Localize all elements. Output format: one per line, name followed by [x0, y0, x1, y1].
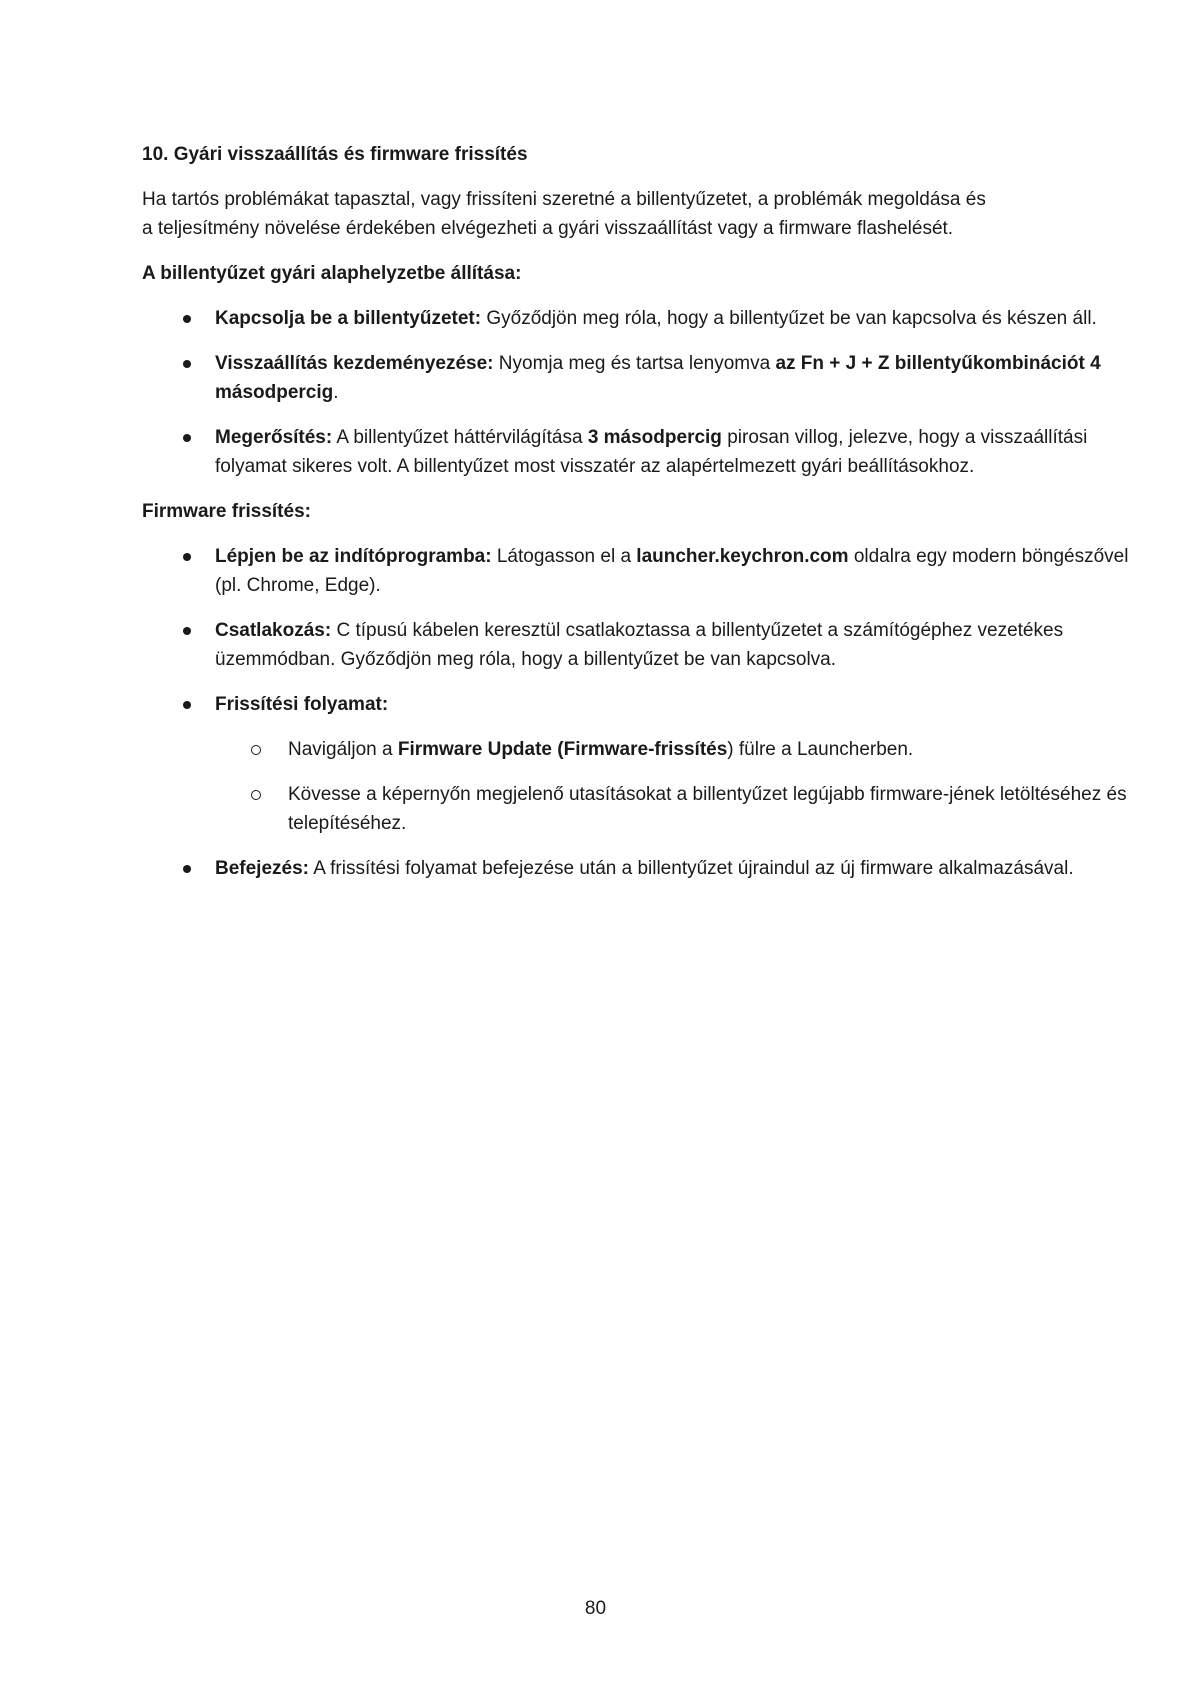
intro-line-2: a teljesítmény növelése érdekében elvégezheti a gyári visszaállítást vagy a firmware flashelését. — [142, 218, 954, 239]
launcher-url: launcher.keychron.com — [636, 546, 849, 567]
substep-text: Kövesse a képernyőn megjelenő utasításokat a billentyűzet legújabb firmware-jének letöltéséhez és telepítéséhez. — [288, 784, 1127, 834]
firmware-step-connect — [142, 616, 1132, 674]
reset-subheading: A billentyűzet gyári alaphelyzetbe állítása: — [142, 263, 522, 284]
step-label: Lépjen be az indítóprogramba: — [215, 546, 492, 567]
circle-bullet-icon — [251, 745, 261, 755]
bullet-icon — [183, 434, 191, 442]
bullet-icon — [183, 315, 191, 323]
page-number: 80 — [584, 1598, 607, 1619]
bullet-icon — [183, 627, 191, 635]
step-text: Nyomja meg és tartsa lenyomva — [493, 353, 776, 374]
intro-line-1: Ha tartós problémákat tapasztal, vagy frissíteni szeretné a billentyűzetet, a problémák megoldása és — [142, 189, 986, 210]
step-text: Látogasson el a — [491, 546, 637, 567]
substep-navigate — [215, 735, 1132, 764]
bullet-icon — [183, 553, 191, 561]
step-text: A billentyűzet háttérvilágítása — [332, 427, 588, 448]
circle-bullet-icon — [251, 790, 261, 800]
reset-step-initiate — [142, 349, 1132, 407]
process-substeps-list — [215, 735, 1132, 838]
reset-step-power-on — [142, 304, 1132, 333]
reset-step-confirm — [142, 423, 1132, 481]
substep-text-end: ) fülre a Launcherben. — [727, 739, 914, 760]
bullet-icon — [183, 701, 191, 709]
step-label: Visszaállítás kezdeményezése: — [215, 353, 494, 374]
intro-paragraph — [142, 185, 1132, 243]
firmware-update-tab-name: Firmware Update (Firmware-frissítés — [397, 739, 728, 760]
step-label: Megerősítés: — [215, 427, 333, 448]
firmware-step-launcher — [142, 542, 1132, 600]
duration-text: 3 másodpercig — [587, 427, 722, 448]
firmware-subheading: Firmware frissítés: — [142, 501, 311, 522]
step-label: Kapcsolja be a billentyűzetet: — [215, 308, 482, 329]
step-label: Csatlakozás: — [215, 620, 332, 641]
bullet-icon — [183, 865, 191, 873]
key-combination: az Fn + J + Z billentyűkombinációt 4 másodpercig — [215, 353, 1101, 403]
firmware-step-complete — [142, 854, 1132, 883]
step-label: Befejezés: — [215, 858, 309, 879]
firmware-step-process — [142, 690, 1132, 838]
step-text: Győződjön meg róla, hogy a billentyűzet be van kapcsolva és készen áll. — [481, 308, 1097, 329]
firmware-steps-list — [142, 542, 1132, 883]
step-text: A frissítési folyamat befejezése után a billentyűzet újraindul az új firmware alkalmazásával. — [309, 858, 1074, 879]
step-text-end: pirosan villog, jelezve, hogy a visszaállítási folyamat sikeres volt. A billentyűzet most visszatér az alapértelmezett gyári beállításokhoz. — [215, 427, 1088, 477]
step-text: C típusú kábelen keresztül csatlakoztassa a billentyűzetet a számítógéphez vezetékes üzemmódban. Győződjön meg róla, hogy a billentyűzet be van kapcsolva. — [215, 620, 1064, 670]
substep-follow-instructions — [215, 780, 1132, 838]
reset-steps-list — [142, 304, 1132, 481]
page-content — [142, 140, 1132, 899]
step-text-end: . — [333, 382, 339, 403]
step-text-end: oldalra egy modern böngészővel (pl. Chrome, Edge). — [215, 546, 1129, 596]
bullet-icon — [183, 360, 191, 368]
step-label: Frissítési folyamat: — [215, 694, 389, 715]
substep-text: Navigáljon a — [288, 739, 398, 760]
section-heading: 10. Gyári visszaállítás és firmware frissítés — [142, 144, 528, 165]
